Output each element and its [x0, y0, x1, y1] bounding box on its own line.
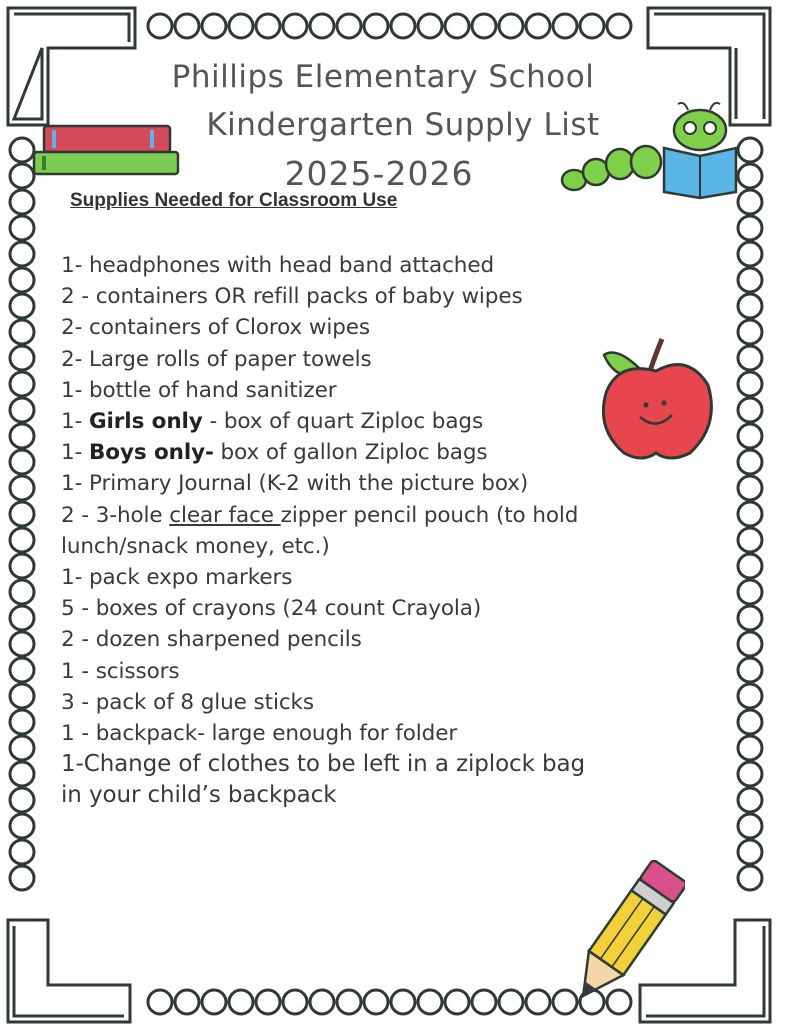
- border-ring: [364, 990, 388, 1014]
- border-ring: [738, 424, 762, 448]
- border-ring: [472, 14, 496, 38]
- border-ring: [148, 14, 172, 38]
- border-ring: [10, 502, 34, 526]
- border-ring: [283, 990, 307, 1014]
- border-ring: [10, 814, 34, 838]
- list-item: 5 - boxes of crayons (24 count Crayola): [61, 596, 482, 622]
- border-ring: [526, 990, 550, 1014]
- border-ring: [738, 398, 762, 422]
- border-ring: [738, 502, 762, 526]
- border-ring: [10, 398, 34, 422]
- border-ring: [10, 268, 34, 292]
- border-ring: [445, 14, 469, 38]
- border-ring: [738, 632, 762, 656]
- border-ring: [10, 580, 34, 604]
- border-ring: [553, 14, 577, 38]
- border-ring: [526, 14, 550, 38]
- border-ring: [738, 268, 762, 292]
- border-ring: [10, 346, 34, 370]
- border-ring: [738, 684, 762, 708]
- border-ring: [10, 658, 34, 682]
- border-ring: [738, 450, 762, 474]
- border-ring: [148, 990, 172, 1014]
- border-ring: [738, 554, 762, 578]
- border-ring: [175, 14, 199, 38]
- border-ring: [738, 814, 762, 838]
- border-ring: [10, 866, 34, 890]
- border-ring: [256, 14, 280, 38]
- border-ring: [10, 528, 34, 552]
- list-item: 1- pack expo markers: [61, 565, 293, 591]
- border-ring: [10, 476, 34, 500]
- border-ring: [499, 990, 523, 1014]
- border-ring: [202, 14, 226, 38]
- border-ring: [10, 450, 34, 474]
- list-item: 2- Large rolls of paper towels: [61, 346, 372, 372]
- list-item: 2 - 3-hole clear face zipper pencil pouch (to hold: [61, 502, 579, 528]
- border-ring: [607, 14, 631, 38]
- list-item: 1- Boys only- box of gallon Ziploc bags: [61, 440, 488, 466]
- border-ring: [738, 242, 762, 266]
- border-ring: [10, 788, 34, 812]
- border-ring: [738, 346, 762, 370]
- border-ring: [10, 190, 34, 214]
- border-ring: [391, 14, 415, 38]
- border-ring: [10, 632, 34, 656]
- list-item: 1 - scissors: [61, 658, 180, 684]
- border-ring: [202, 990, 226, 1014]
- border-ring: [10, 684, 34, 708]
- border-ring: [445, 990, 469, 1014]
- list-item: 1 - backpack- large enough for folder: [61, 721, 458, 747]
- list-item: in your child’s backpack: [61, 782, 337, 809]
- list-item: 1- Girls only - box of quart Ziploc bags: [61, 409, 484, 435]
- border-ring: [10, 606, 34, 630]
- border-ring: [10, 320, 34, 344]
- border-ring: [738, 528, 762, 552]
- border-ring: [580, 14, 604, 38]
- border-ring: [499, 14, 523, 38]
- list-item: 2 - dozen sharpened pencils: [61, 627, 362, 653]
- border-ring: [738, 762, 762, 786]
- border-ring: [175, 990, 199, 1014]
- list-item: 2- containers of Clorox wipes: [61, 315, 371, 341]
- border-ring: [337, 990, 361, 1014]
- border-ring: [10, 554, 34, 578]
- border-ring: [472, 990, 496, 1014]
- section-heading: Supplies Needed for Classroom Use: [70, 190, 398, 211]
- list-item: 3 - pack of 8 glue sticks: [61, 689, 314, 715]
- border-ring: [10, 710, 34, 734]
- border-ring: [738, 710, 762, 734]
- border-ring: [229, 14, 253, 38]
- border-ring: [310, 14, 334, 38]
- list-item: 1- Primary Journal (K-2 with the picture box): [61, 471, 529, 497]
- list-title: Kindergarten Supply List: [206, 107, 600, 143]
- border-ring: [10, 372, 34, 396]
- list-item: 1-Change of clothes to be left in a ziplock bag: [61, 751, 586, 778]
- border-ring: [10, 736, 34, 760]
- border-ring: [10, 242, 34, 266]
- border-ring: [10, 216, 34, 240]
- border-ring: [10, 762, 34, 786]
- border-ring: [738, 866, 762, 890]
- list-item: 1- bottle of hand sanitizer: [61, 377, 337, 403]
- border-ring: [391, 990, 415, 1014]
- border-ring: [738, 372, 762, 396]
- supply-list: [61, 250, 701, 812]
- border-ring: [10, 294, 34, 318]
- border-ring: [229, 990, 253, 1014]
- border-ring: [738, 320, 762, 344]
- pencil-icon: [570, 860, 685, 1010]
- border-ring: [283, 14, 307, 38]
- border-ring: [738, 736, 762, 760]
- border-ring: [256, 990, 280, 1014]
- border-ring: [738, 788, 762, 812]
- border-ring: [738, 216, 762, 240]
- border-ring: [337, 14, 361, 38]
- list-item: lunch/snack money, etc.): [61, 533, 330, 559]
- border-ring: [738, 294, 762, 318]
- border-ring: [738, 840, 762, 864]
- border-ring: [738, 606, 762, 630]
- border-ring: [310, 990, 334, 1014]
- border-ring: [10, 840, 34, 864]
- border-ring: [418, 14, 442, 38]
- border-ring: [738, 476, 762, 500]
- school-year: 2025-2026: [284, 154, 474, 193]
- school-name: Phillips Elementary School: [171, 59, 595, 95]
- border-ring: [418, 990, 442, 1014]
- list-item: 1- headphones with head band attached: [61, 253, 494, 278]
- border-ring: [738, 580, 762, 604]
- border-ring: [10, 424, 34, 448]
- border-ring: [738, 658, 762, 682]
- list-item: 2 - containers OR refill packs of baby wipes: [61, 284, 523, 310]
- border-ring: [364, 14, 388, 38]
